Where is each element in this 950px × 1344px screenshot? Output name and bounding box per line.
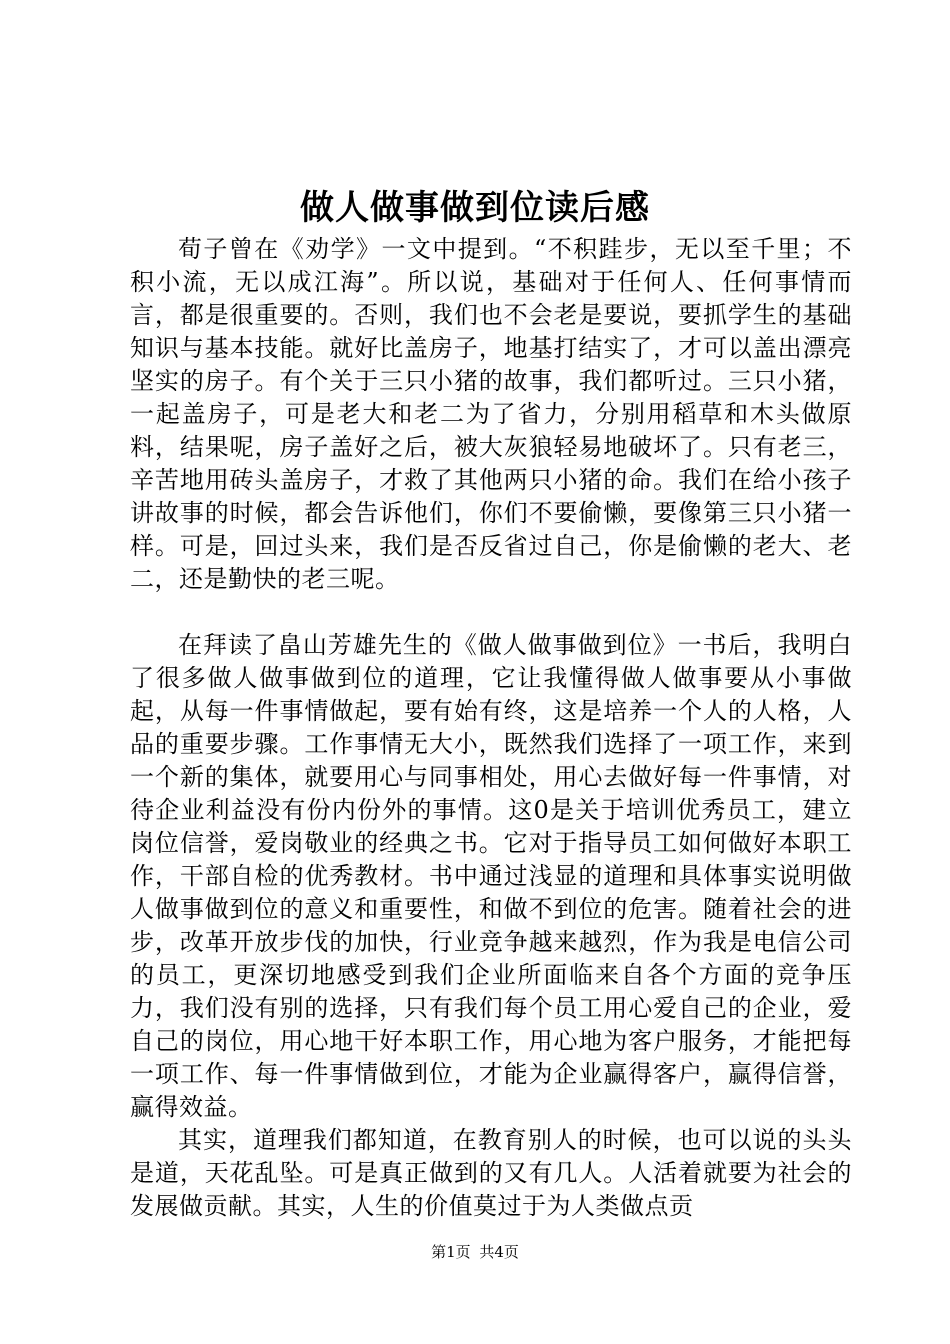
document-body (130, 233, 852, 1223)
paragraph-1: 荀子曾在《劝学》一文中提到。“不积跬步，无以至千里；不积小流，无以成江海”。所以说，基础对于任何人、任何事情而言，都是很重要的。否则，我们也不会老是要说，要抓学生的基础知识与基本技能。就好比盖房子，地基打结实了，才可以盖出漂亮坚实的房子。有个关于三只小猪的故事，我们都听过。三只小猪，一起盖房子，可是老大和老二为了省力，分别用稻草和木头做原料，结果呢，房子盖好之后，被大灰狼轻易地破坏了。只有老三，辛苦地用砖头盖房子，才救了其他两只小猪的命。我们在给小孩子讲故事的时候，都会告诉他们，你们不要偷懒，要像第三只小猪一样。可是，回过头来，我们是否反省过自己，你是偷懒的老大、老二，还是勤快的老三呢。 (130, 235, 852, 593)
page-footer (0, 1242, 950, 1262)
paragraph-2: 在拜读了畠山芳雄先生的《做人做事做到位》一书后，我明白了很多做人做事做到位的道理，它让我懂得做人做事要从小事做起，从每一件事情做起，要有始有终，这是培养一个人的人格，人品的重要步骤。工作事情无大小，既然我们选择了一项工作，来到一个新的集体，就要用心与同事相处，用心去做好每一件事情，对待企业利益没有份内份外的事情。这0是关于培训优秀员工，建立岗位信誉，爱岗敬业的经典之书。它对于指导员工如何做好本职工作，干部自检的优秀教材。书中通过浅显的道理和具体事实说明做人做事做到位的意义和重要性，和做不到位的危害。随着社会的进步，改革开放步伐的加快，行业竞争越来越烈，作为我是电信公司的员工，更深切地感受到我们企业所面临来自各个方面的竞争压力，我们没有别的选择，只有我们每个员工用心爱自己的企业，爱自己的岗位，用心地干好本职工作，用心地为客户服务，才能把每一项工作、每一件事情做到位，才能为企业赢得客户，赢得信誉，赢得效益。 (130, 631, 852, 1121)
page-title: 做人做事做到位读后感 (300, 188, 650, 228)
page-number: 第1页 (431, 1243, 471, 1261)
page-count: 共4页 (479, 1243, 519, 1261)
paragraph-3: 其实，道理我们都知道，在教育别人的时候，也可以说的头头是道，天花乱坠。可是真正做到的又有几人。人活着就要为社会的发展做贡献。其实，人生的价值莫过于为人类做点贡 (130, 1126, 852, 1220)
paragraph-spacer (130, 596, 852, 629)
